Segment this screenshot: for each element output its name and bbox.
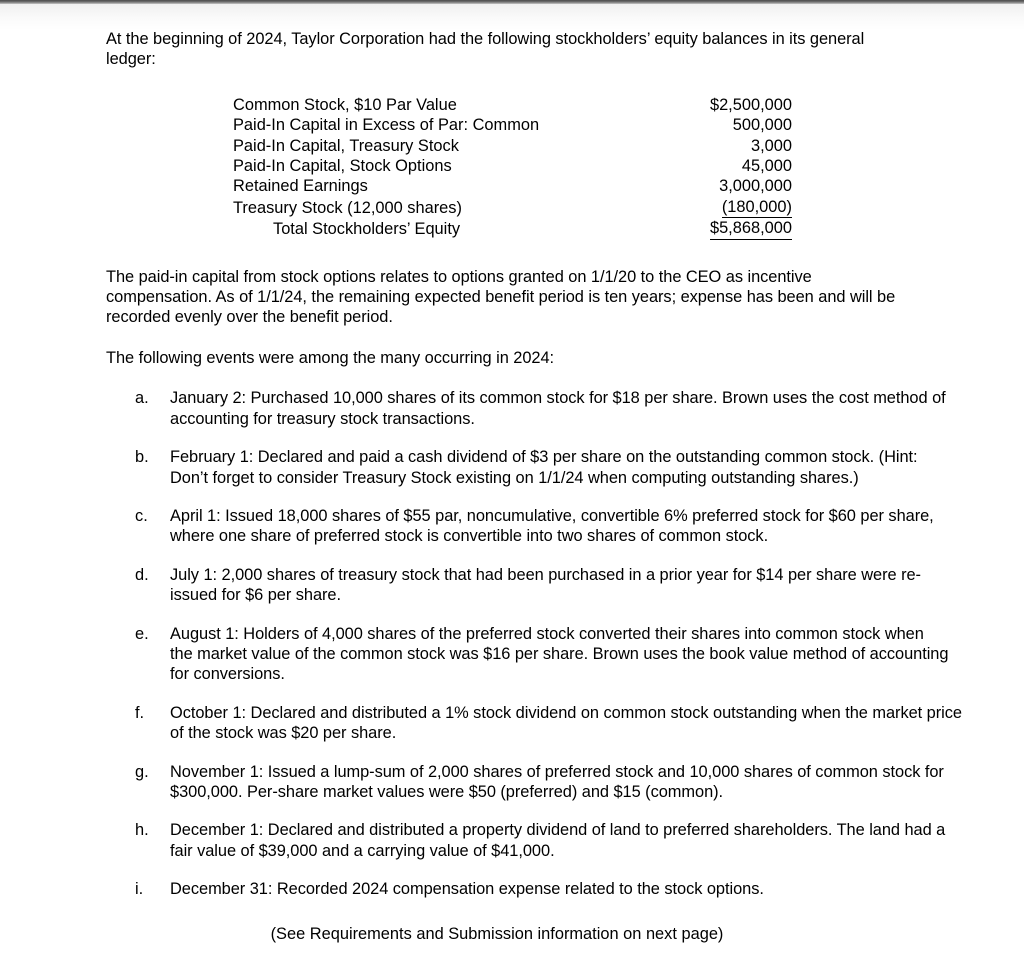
ledger-body (233, 95, 792, 240)
list-item-text: October 1: Declared and distributed a 1% stock dividend on common stock outstanding when the market price of the stock was $20 per share. (170, 703, 962, 743)
ledger-label: Paid-In Capital in Excess of Par: Common (233, 116, 540, 135)
list-item-text: December 1: Declared and distributed a property dividend of land to preferred shareholders. The land had a fair value of $39,000 and a carrying value of $41,000. (170, 821, 946, 860)
list-item-marker: a. (135, 389, 149, 408)
list-item-marker: f. (135, 703, 145, 722)
spacer (106, 328, 918, 348)
table-row (233, 197, 792, 218)
list-item-marker: e. (135, 624, 149, 643)
ledger-amount: 45,000 (741, 157, 792, 176)
list-item-marker: h. (135, 821, 149, 840)
page-top-fade (0, 4, 1024, 30)
stockholders-equity-table (233, 95, 792, 240)
ledger-label: Paid-In Capital, Treasury Stock (233, 136, 459, 155)
list-item-text: July 1: 2,000 shares of treasury stock that had been purchased in a prior year for $14 per share were re-issued for $6 per share. (170, 565, 921, 605)
list-item-marker: c. (135, 506, 148, 525)
ledger-label: Paid-In Capital, Stock Options (233, 157, 452, 176)
spacer (106, 368, 918, 388)
list-item-marker: g. (135, 762, 149, 781)
events-list (106, 388, 962, 899)
intro-paragraph: At the beginning of 2024, Taylor Corporation had the following stockholders’ equity balances in its general ledger: (106, 30, 865, 69)
ledger-amount: 3,000 (750, 136, 792, 155)
table-row (233, 176, 792, 196)
table-row (233, 95, 792, 115)
list-item-text: November 1: Issued a lump-sum of 2,000 shares of preferred stock and 10,000 shares of common stock for $300,000. Per-share market values were $50 (preferred) and $15 (common). (170, 762, 944, 801)
list-item (106, 762, 944, 803)
list-item-marker: b. (135, 448, 149, 467)
next-page-note: (See Requirements and Submission information on next page) (270, 924, 724, 943)
ledger-amount: 500,000 (732, 116, 792, 135)
list-item-text: December 31: Recorded 2024 compensation expense related to the stock options. (170, 880, 764, 899)
ledger-total-amount: $5,868,000 (674, 218, 792, 239)
table-row (233, 136, 792, 156)
ledger-total-label: Total Stockholders’ Equity (273, 220, 461, 239)
ledger-amount: 3,000,000 (719, 177, 792, 196)
list-item (106, 565, 921, 606)
list-item (106, 447, 918, 488)
list-item-text: February 1: Declared and paid a cash dividend of $3 per share on the outstanding common stock. (Hint: Don’t forget to consider Treasury Stock existing on 1/1/24 when computing outstanding shares.) (170, 448, 918, 487)
document-content (106, 29, 962, 944)
stock-options-paragraph: The paid-in capital from stock options relates to options granted on 1/1/20 to the CEO as incentive compensation. As of 1/1/24, the remaining expected benefit period is ten years; expense has been and will be recorded evenly over the benefit period. (106, 267, 896, 327)
ledger-amount: (180,000) (674, 197, 792, 218)
list-item (106, 506, 934, 547)
ledger-label: Common Stock, $10 Par Value (233, 95, 457, 114)
list-item (106, 703, 962, 744)
ledger-label: Treasury Stock (12,000 shares) (233, 198, 462, 217)
list-item-text: August 1: Holders of 4,000 shares of the preferred stock converted their shares into common stock when the market value of the common stock was $16 per share. Brown uses the book value method of accounting for conversions. (170, 624, 949, 684)
ledger-label: Retained Earnings (233, 177, 368, 196)
ledger-amount: $2,500,000 (709, 95, 792, 114)
list-item-marker: i. (135, 880, 144, 899)
list-item-text: January 2: Purchased 10,000 shares of its common stock for $18 per share. Brown uses the cost method of accounting for treasury stock transactions. (170, 389, 946, 428)
spacer (106, 240, 918, 267)
table-row (233, 156, 792, 176)
list-item (106, 820, 946, 861)
list-item (106, 388, 946, 429)
table-row-total (233, 218, 792, 239)
events-intro-paragraph: The following events were among the many occurring in 2024: (106, 348, 555, 367)
table-row (233, 115, 792, 135)
list-item (106, 879, 918, 899)
list-item (106, 624, 949, 685)
list-item-marker: d. (135, 565, 149, 584)
list-item-text: April 1: Issued 18,000 shares of $55 par, noncumulative, convertible 6% preferred stock for $60 per share, where one share of preferred stock is convertible into two shares of common stock. (170, 506, 934, 546)
